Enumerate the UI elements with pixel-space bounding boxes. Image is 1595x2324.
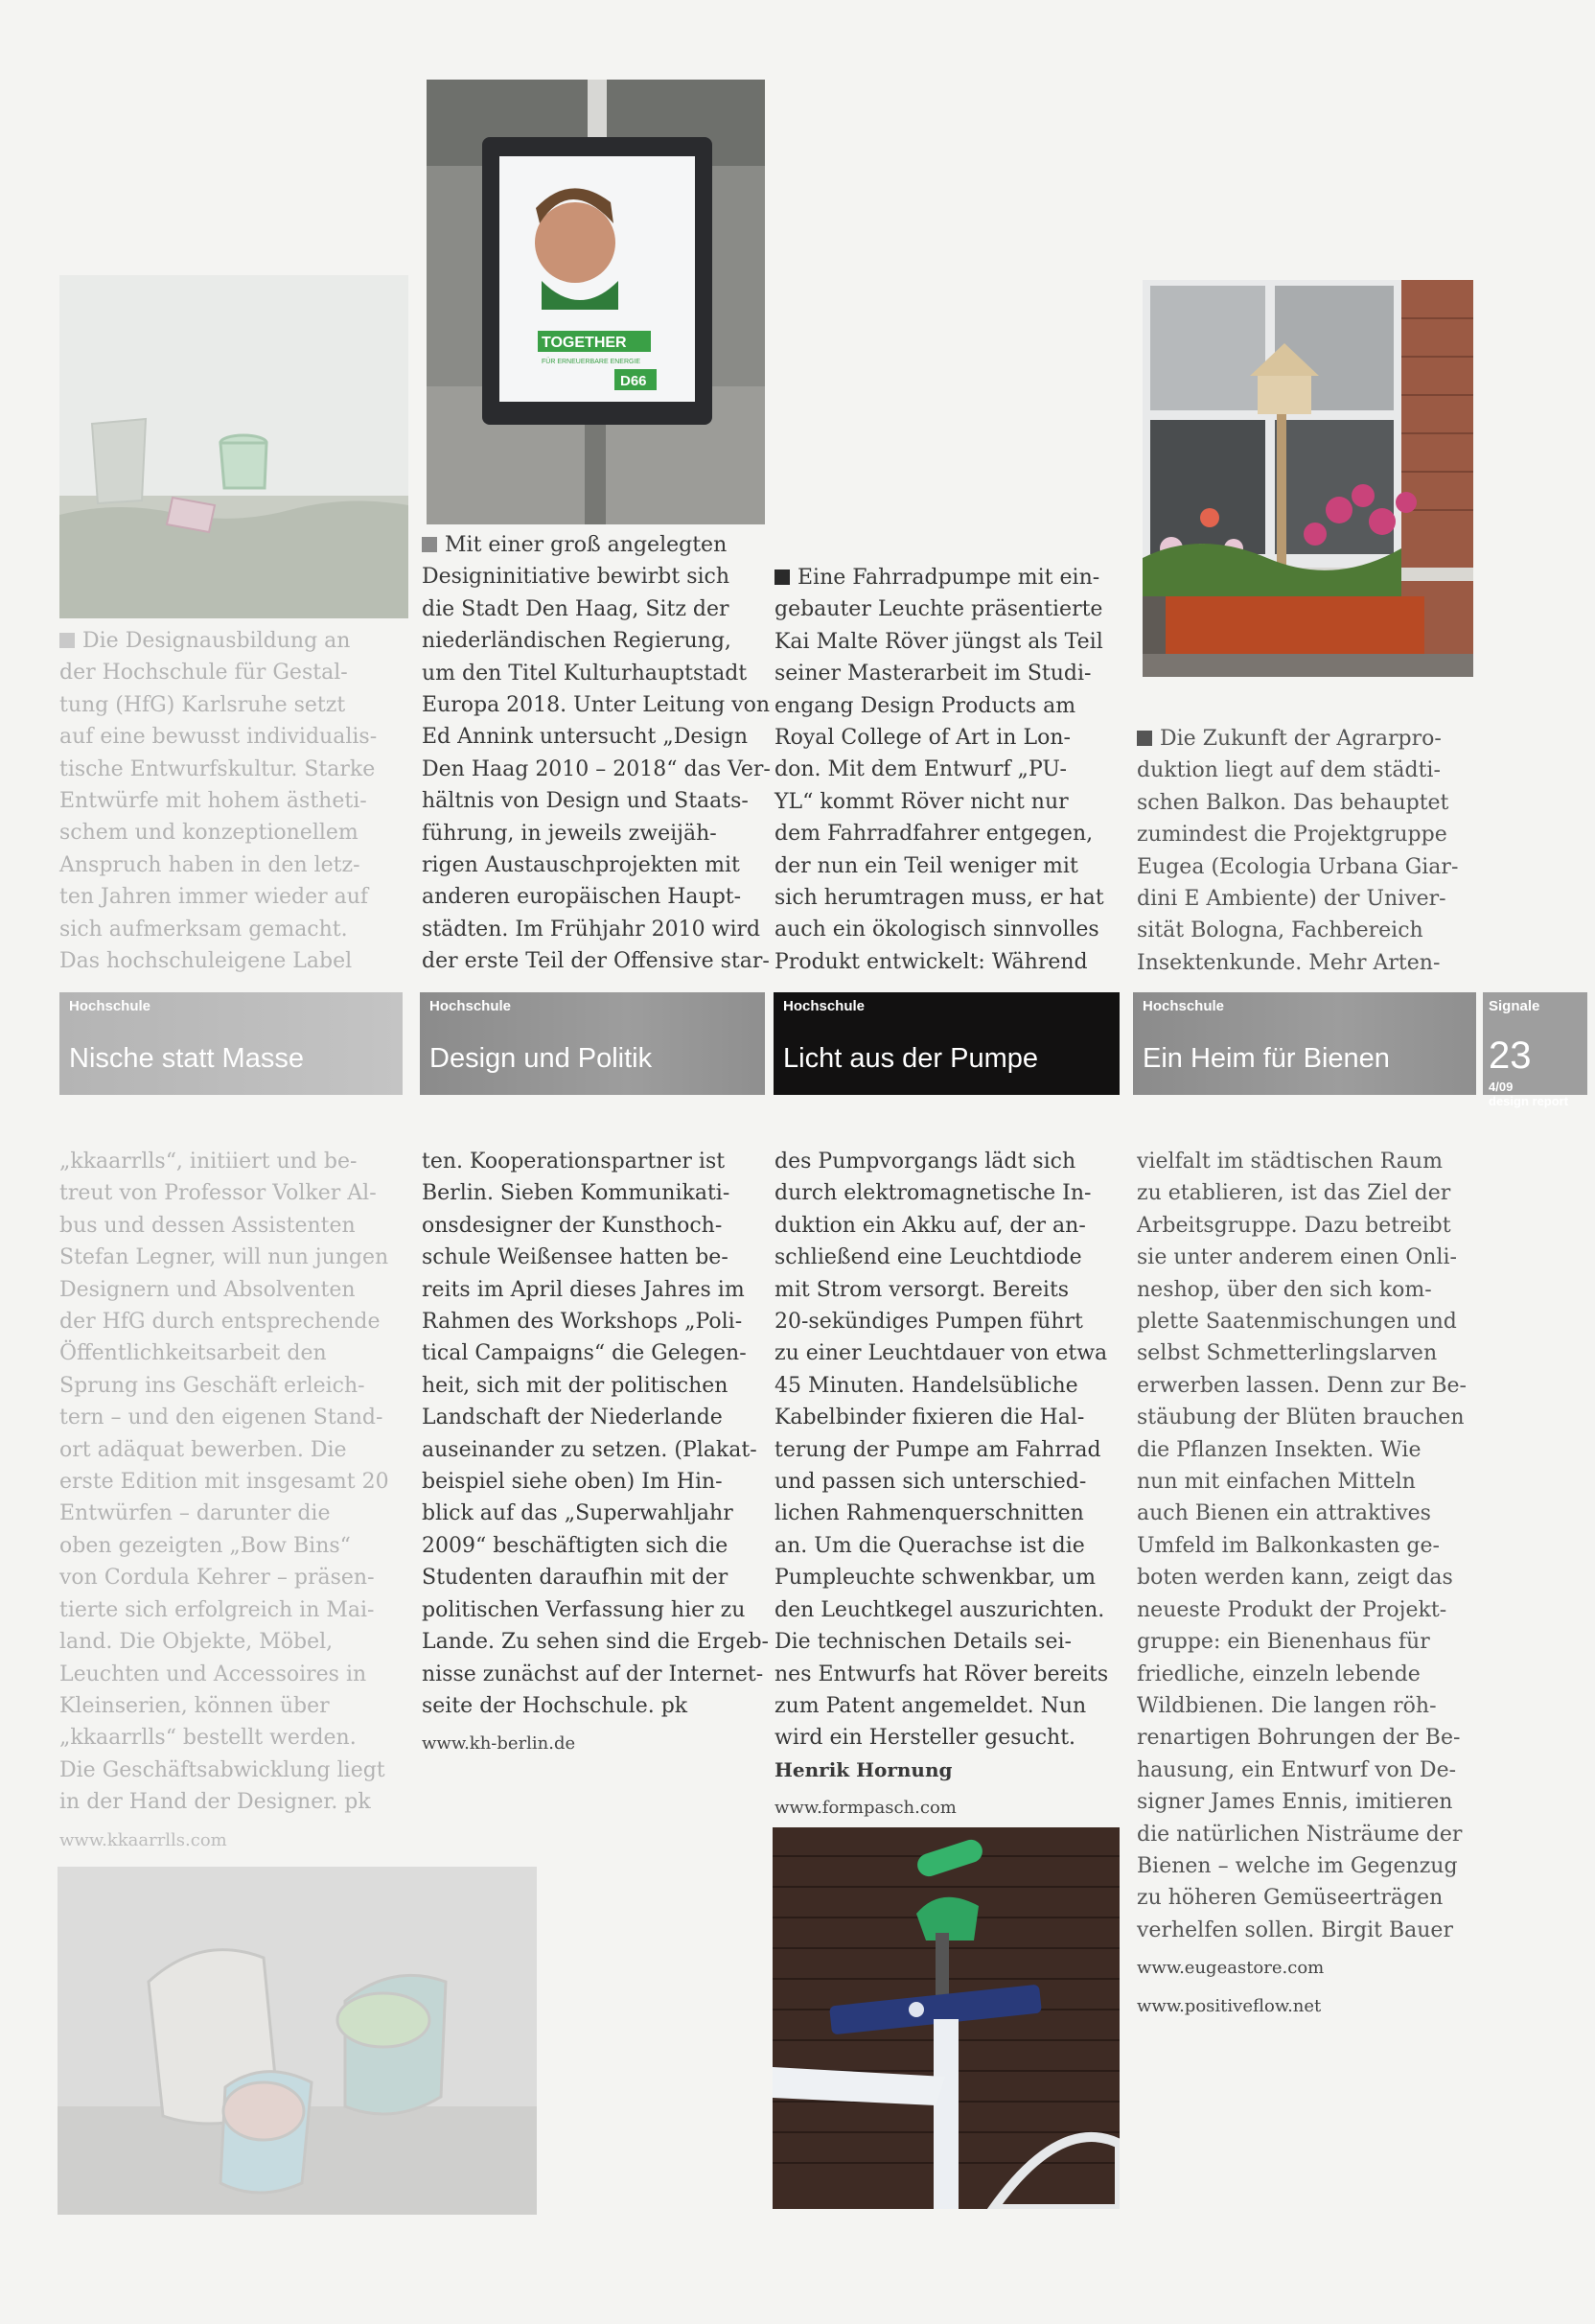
article-4-link-1[interactable]: www.eugeastore.com (1137, 1958, 1325, 1979)
photo-bow-bins (58, 1867, 537, 2215)
article-3-link[interactable]: www.formpasch.com (774, 1798, 957, 1819)
article-4-title: Ein Heim für Bienen (1143, 1043, 1390, 1074)
poster-headline-text: TOGETHER (542, 335, 627, 351)
article-3-author: Henrik Hornung (774, 1757, 953, 1781)
article-2-body: ten. Kooperationspartner ist Berlin. Sieben Kommunikati- onsdesigner der Kunsthoch- schule Weißensee hatten be- reits im April dieses Jahres im Rahmen des Workshops „Poli- tical Campaigns“ die Gelegen- heit, sich mit der politischen Landschaft der Niederlande auseinander zu setzen. (Plakat- beispiel siehe oben) Im Hin- blick auf das „Superwahljahr 2009“ beschäftigten sich die Studenten daraufhin mit der politischen Verfassung hier zu Lande. Zu sehen sind die Ergeb- nisse zunächst auf der Internet- seite der Hochschule. pk www.kh-berlin.de (422, 1146, 776, 1760)
article-2-kicker: Hochschule (429, 998, 512, 1014)
article-2-intro: Mit einer groß angelegten Designinitiative bewirbt sich die Stadt Den Haag, Sitz der niederländischen Regierung, um den Titel Kulturhauptstadt Europa 2018. Unter Leitung von Ed Annink untersucht „Design Den Haag 2010 – 2018“ das Ver- hältnis von Design und Staats- führung, in jeweils zweijäh- rigen Austauschprojekten mit anderen europäischen Haupt- städten. Im Frühjahr 2010 wird der erste Teil der Offensive star- (422, 533, 771, 974)
section-label: Signale (1489, 998, 1540, 1014)
article-1-body: „kkaarrlls“, initiiert und be- treut von Professor Volker Al- bus und dessen Assistenten Stefan Legner, will nun jungen Designern und Absolventen der HfG durch entsprechende Öffentlichkeitsarbeit den Sprung ins Geschäft erleich- tern – und den eigenen Stand- ort adäquat bewerben. Die erste Edition mit insgesamt 20 Entwürfen – darunter die oben gezeigten „Bow Bins“ von Cordula Kehrer – präsen- tierte sich erfolgreich in Mai- land. Die Objekte, Möbel, Leuchten und Accessoires in Kleinserien, können über „kkaarrlls“ bestellt werden. Die Geschäftsabwicklung liegt in der Hand der Designer. pk www.kkaarrlls.com (59, 1146, 414, 1856)
issue-number: 4/09 (1489, 1080, 1514, 1094)
magazine-name: design report (1489, 1094, 1569, 1108)
poster-subline-text: FÜR ERNEUERBARE ENERGIE (542, 359, 641, 365)
article-1-intro: Die Designausbildung an der Hochschule für Gestal- tung (HfG) Karlsruhe setzt auf eine bewusst individualis- tische Entwurfskultur. Starke Entwürfe mit hohem ästheti- schem und konzeptionellem Anspruch haben in den letz- ten Jahren immer wieder auf sich aufmerksam gemacht. Das hochschuleigene Label (59, 629, 378, 974)
page-number: 23 (1489, 1034, 1532, 1077)
bullet-square-icon (1137, 731, 1152, 746)
bullet-square-icon (774, 569, 790, 585)
bullet-square-icon (59, 633, 75, 648)
section-tab (1483, 992, 1587, 1108)
article-3-intro: Eine Fahrradpumpe mit ein- gebauter Leuchte präsentierte Kai Malte Röver jüngst als Teil seiner Masterarbeit im Studi- engang Design Products am Royal College of Art in Lon- don. Mit dem Entwurf „PU- YL“ kommt Röver nicht nur dem Fahrradfahrer entgegen, der nun ein Teil weniger mit sich herumtragen muss, er hat auch ein ökologisch sinnvolles Produkt entwickelt: Während (774, 566, 1104, 974)
article-3-kicker: Hochschule (783, 998, 866, 1014)
article-4-banner (1133, 992, 1476, 1095)
article-2-title: Design und Politik (429, 1043, 653, 1074)
article-3-title: Licht aus der Pumpe (783, 1043, 1038, 1074)
poster-party-text: D66 (620, 373, 647, 389)
article-4-link-2[interactable]: www.positiveflow.net (1137, 1995, 1322, 2016)
article-2-link[interactable]: www.kh-berlin.de (422, 1733, 576, 1755)
photo-window-beehouse (1143, 280, 1473, 677)
article-1-banner (59, 992, 403, 1095)
article-3-body: des Pumpvorgangs lädt sich durch elektromagnetische In- duktion ein Akku auf, der an- schließend eine Leuchtdiode mit Strom versorgt. Bereits 20-sekündiges Pumpen führt zu einer Leuchtdauer von etwa 45 Minuten. Handelsübliche Kabelbinder fixieren die Hal- terung der Pumpe am Fahrrad und passen sich unterschied- lichen Rahmenquerschnitten an. Um die Querachse ist die Pumpleuchte schwenkbar, um den Leuchtkegel auszurichten. Die technischen Details sei- nes Entwurfs hat Röver bereits zum Patent angemeldet. Nun wird ein Hersteller gesucht. Henrik Hornung www.formpasch.com (774, 1146, 1129, 1824)
article-4-kicker: Hochschule (1143, 998, 1225, 1014)
article-4-body: vielfalt im städtischen Raum zu etablieren, ist das Ziel der Arbeitsgruppe. Dazu betreibt sie unter anderem einen Onli- neshop, über den sich kom- plette Saatenmischungen und selbst Schmetterlingslarven erwerben lassen. Denn zur Be- stäubung der Blüten brauchen die Pflanzen Insekten. Wie nun mit einfachen Mitteln auch Bienen ein attraktives Umfeld im Balkonkasten ge- boten werden kann, zeigt das neueste Produkt der Projekt- gruppe: ein Bienenhaus für friedliche, einzeln lebende Wildbienen. Die langen röh- renartigen Bohrungen der Be- hausung, ein Entwurf von De- signer James Ennis, imitieren die natürlichen Nisträume der Bienen – welche im Gegenzug zu höheren Gemüseerträgen verhelfen sollen. Birgit Bauer www.eugeastore.com www.positiveflow.net (1137, 1146, 1491, 2022)
article-1-kicker: Hochschule (69, 998, 151, 1014)
bullet-square-icon (422, 537, 437, 552)
article-3-banner (774, 992, 1120, 1095)
article-1-link[interactable]: www.kkaarrlls.com (59, 1829, 227, 1850)
article-4-intro: Die Zukunft der Agrarpro- duktion liegt auf dem städti- schen Balkon. Das behauptet zumindest die Projektgruppe Eugea (Ecologia Urbana Giar- dini E Ambiente) der Univer- sität Bologna, Fachbereich Insektenkunde. Mehr Arten- (1137, 727, 1459, 975)
photo-bicycle-pump (773, 1827, 1120, 2209)
photo-election-poster (427, 80, 765, 524)
article-2-banner (420, 992, 765, 1095)
article-1-title: Nische statt Masse (69, 1043, 304, 1074)
photo-bins-grass (59, 275, 408, 618)
